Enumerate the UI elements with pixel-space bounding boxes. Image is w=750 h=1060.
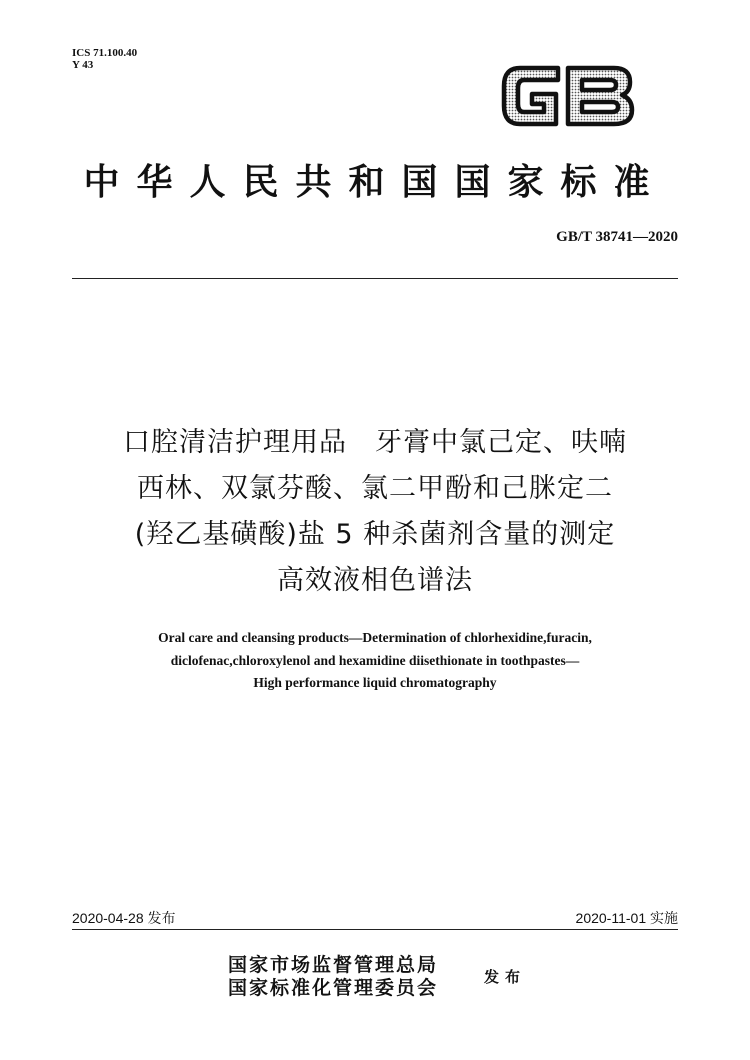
ics-code: ICS 71.100.40 [72, 47, 138, 59]
implementation-date: 2020-11-01 实施 [575, 910, 678, 926]
standard-number: GB/T 38741—2020 [556, 229, 678, 245]
ccs-code: Y 43 [72, 59, 94, 71]
chinese-title-line: 口腔清洁护理用品 牙膏中氯己定、呋喃 [123, 427, 627, 458]
issue-date: 2020-04-28 发布 [72, 910, 176, 926]
issuing-authorities [228, 954, 438, 1000]
national-standard-heading: 中华人民共和国国家标准 [83, 161, 667, 203]
english-title [40, 627, 710, 695]
chinese-title-line: 西林、双氯芬酸、氯二甲酚和己脒定二 [137, 473, 613, 504]
footer-divider [72, 929, 678, 930]
english-title-line: Oral care and cleansing products—Determination of chlorhexidine,furacin, [158, 630, 592, 645]
gb-logo [496, 58, 638, 134]
english-title-line: High performance liquid chromatography [253, 675, 497, 690]
issuer-name: 国家标准化管理委员会 [228, 977, 439, 999]
chinese-title-line: 高效液相色谱法 [277, 565, 473, 596]
publish-label: 发布 [484, 968, 527, 986]
english-title-line: diclofenac,chloroxylenol and hexamidine diisethionate in toothpastes— [170, 652, 580, 668]
classification-codes [72, 47, 137, 71]
chinese-title-line: (羟乙基磺酸)盐 5 种杀菌剂含量的测定 [134, 519, 616, 550]
issuer-name: 国家市场监督管理总局 [228, 954, 439, 976]
chinese-title [40, 420, 710, 604]
header-divider [72, 278, 678, 279]
